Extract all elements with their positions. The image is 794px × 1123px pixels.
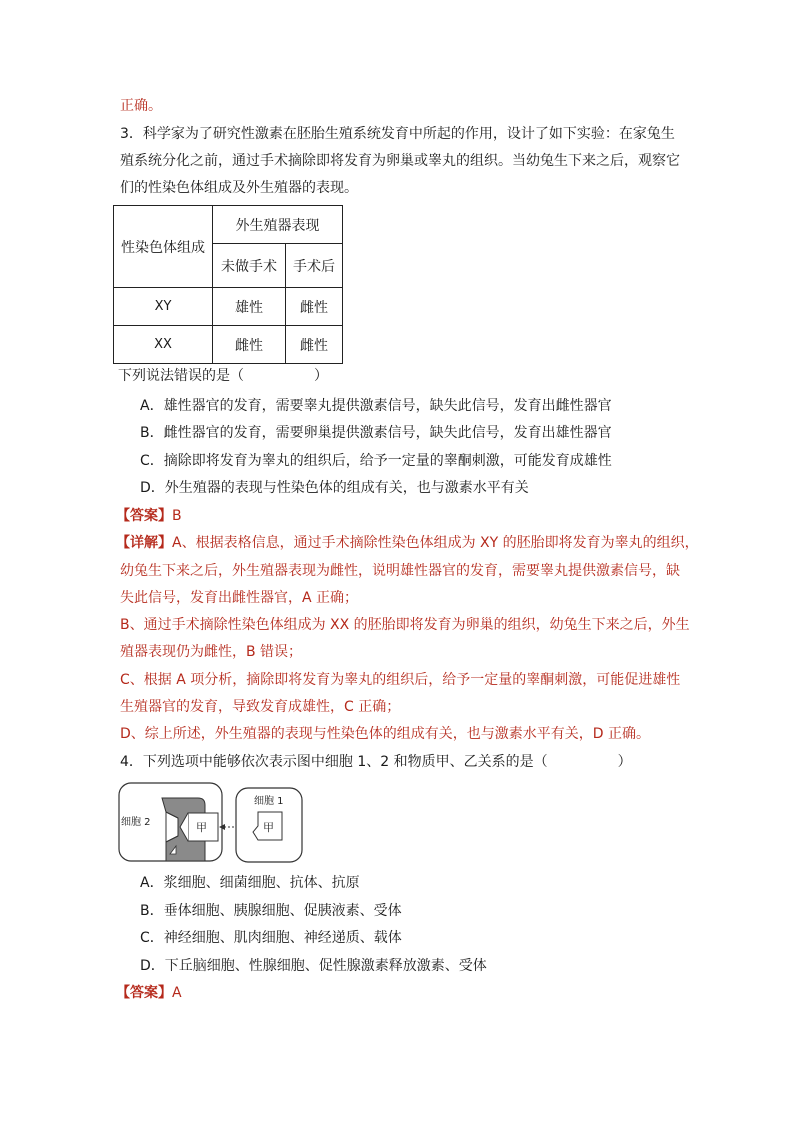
substance-label-right: 甲 xyxy=(263,821,274,834)
table-header-chromosome: 性染色体组成 xyxy=(114,206,213,288)
q4-stem: 4．下列选项中能够依次表示图中细胞 1、2 和物质甲、乙关系的是（ ） xyxy=(120,754,632,770)
q3-detail-line-4: B、通过手术摘除性染色体组成为 XX 的胚胎即将发育为卵巢的组织，幼兔生下来之后，外生 xyxy=(120,617,690,633)
q3-option-c: C．摘除即将发育为睾丸的组织后，给予一定量的睾酮刺激，可能发育成雄性 xyxy=(140,453,612,469)
answer-value: B xyxy=(172,508,182,524)
previous-answer-tail: 正确。 xyxy=(120,98,162,114)
q3-detail-line-2: 幼兔生下来之后，外生殖器表现为雌性，说明雄性器官的发育，需要睾丸提供激素信号，缺 xyxy=(120,563,680,579)
q3-stem-line-3: 们的性染色体组成及外生殖器的表现。 xyxy=(120,180,358,196)
table-cell-chrom: XX xyxy=(114,326,213,364)
detail-text: A、根据表格信息，通过手术摘除性染色体组成为 XY 的胚胎即将发育为睾丸的组织， xyxy=(172,535,699,551)
q3-stem-line-1: 3．科学家为了研究性激素在胚胎生殖系统发育中所起的作用，设计了如下实验：在家兔生 xyxy=(120,126,675,142)
cell-1-label: 细胞 1 xyxy=(254,796,284,807)
q4-option-c: C．神经细胞、肌肉细胞、神经递质、载体 xyxy=(140,930,402,946)
q3-option-b: B．雌性器官的发育，需要卵巢提供激素信号，缺失此信号，发育出雄性器官 xyxy=(140,425,612,441)
q4-option-b: B．垂体细胞、胰腺细胞、促胰液素、受体 xyxy=(140,903,402,919)
q3-answer xyxy=(116,506,182,526)
q3-detail-line-7: 生殖器官的发育，导致发育成雄性，C 正确； xyxy=(120,699,401,715)
q4-option-d: D．下丘脑细胞、性腺细胞、促性腺激素释放激素、受体 xyxy=(140,958,487,974)
table-header-genitalia: 外生殖器表现 xyxy=(213,206,343,244)
answer-value: A xyxy=(172,985,182,1001)
q3-detail-line-1 xyxy=(116,533,699,553)
q3-detail-line-3: 失此信号，发育出雌性器官，A 正确； xyxy=(120,590,359,606)
q4-answer xyxy=(116,983,182,1003)
cell-signaling-diagram xyxy=(118,782,304,864)
table-cell-after-surgery: 雌性 xyxy=(286,288,343,326)
q3-detail-line-6: C、根据 A 项分析，摘除即将发育为睾丸的组织后，给予一定量的睾酮刺激，可能促进雄性 xyxy=(120,672,681,688)
q3-detail-line-8: D、综上所述，外生殖器的表现与性染色体的组成有关，也与激素水平有关，D 正确。 xyxy=(120,726,651,742)
q3-stem-line-2: 殖系统分化之前，通过手术摘除即将发育为卵巢或睾丸的组织。当幼兔生下来之后，观察它 xyxy=(120,153,680,169)
q3-option-d: D．外生殖器的表现与性染色体的组成有关，也与激素水平有关 xyxy=(140,480,529,496)
table-cell-chrom: XY xyxy=(114,288,213,326)
q3-question: 下列说法错误的是（ ） xyxy=(118,368,328,384)
q4-option-a: A．浆细胞、细菌细胞、抗体、抗原 xyxy=(140,875,360,891)
cell-2-label: 细胞 2 xyxy=(121,817,151,828)
table-subheader-no-surgery: 未做手术 xyxy=(213,244,286,288)
table-cell-no-surgery: 雌性 xyxy=(213,326,286,364)
table-subheader-after-surgery: 手术后 xyxy=(286,244,343,288)
table-cell-after-surgery: 雌性 xyxy=(286,326,343,364)
answer-label: 【答案】 xyxy=(116,508,172,524)
experiment-table xyxy=(113,205,343,364)
table-row xyxy=(114,288,343,326)
answer-label: 【答案】 xyxy=(116,985,172,1001)
q3-option-a: A．雄性器官的发育，需要睾丸提供激素信号，缺失此信号，发育出雌性器官 xyxy=(140,398,612,414)
q3-detail-line-5: 殖器表现仍为雌性，B 错误； xyxy=(120,644,303,660)
substance-label-left: 甲 xyxy=(196,821,207,834)
detail-label: 【详解】 xyxy=(116,535,172,551)
table-cell-no-surgery: 雄性 xyxy=(213,288,286,326)
table-row xyxy=(114,326,343,364)
